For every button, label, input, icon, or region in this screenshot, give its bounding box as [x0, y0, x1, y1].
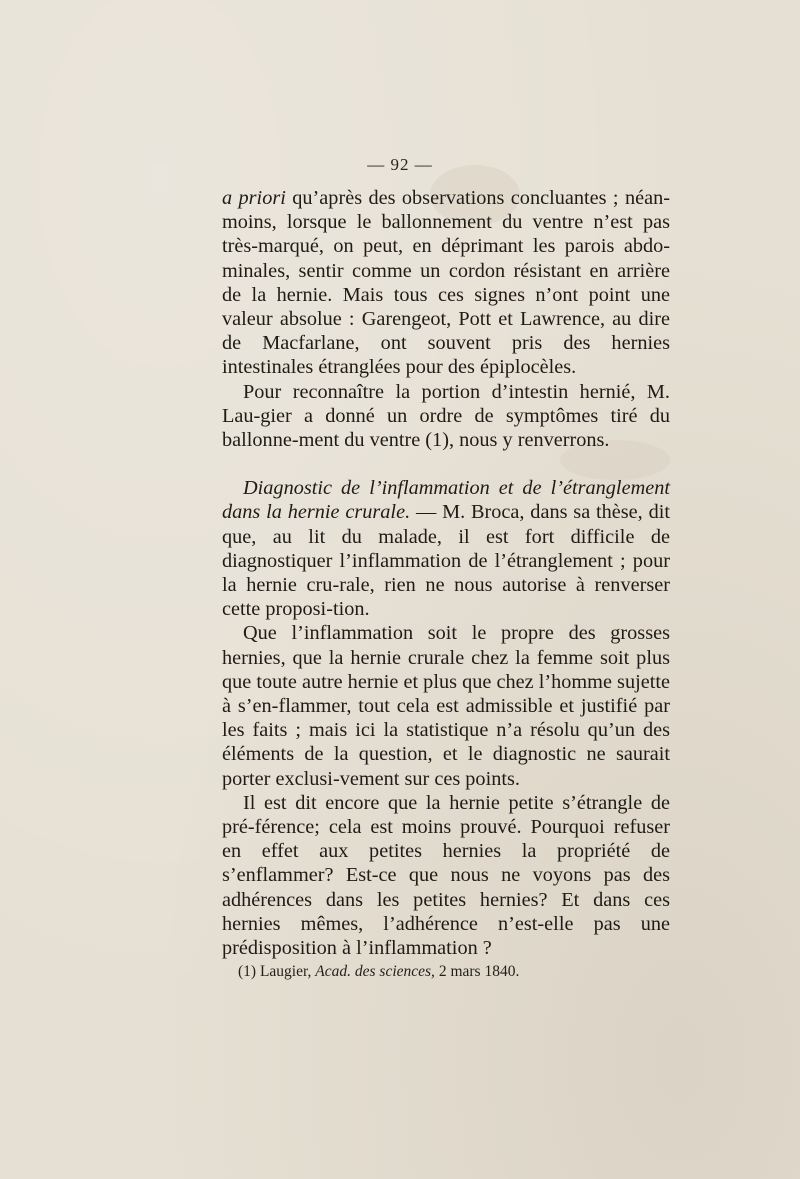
body-text [222, 186, 670, 960]
body-text-run: qu’après des observations concluantes ; néan-moins, lorsque le ballonnement du ventre n’est pas très-marqué, on peut, en déprimant les parois abdo-minales, sentir comme un cordon résistant en arrière de la hernie. Mais tous ces signes n’ont point une valeur absolue : Garengeot, Pott et Lawrence, au dire de Macfarlane, ont souvent pris des hernies intestinales étranglées pour des épiplocèles. [222, 187, 670, 379]
footnote-date: 2 mars 1840. [434, 963, 520, 980]
body-text-run: Il est dit encore que la hernie petite s’étrangle de pré-férence; cela est moins prouvé. Pourquoi refuser en effet aux petites hernies la propriété de s’enflammer? Est-ce que nous ne voyons pas des adhérences dans les petites hernies? Et dans ces hernies mêmes, l’adhérence n’est-elle pas une prédisposition à l’inflammation ? [222, 791, 670, 960]
paragraph-p1 [222, 186, 670, 380]
footnote-source: Acad. des sciences, [315, 963, 435, 980]
paragraph-p3 [222, 476, 670, 621]
footnote-marker: (1) [238, 963, 257, 980]
footnote [238, 962, 678, 982]
paragraph-p2 [222, 380, 670, 453]
body-text-run: Pour reconnaître la portion d’intestin hernié, M. Lau-gier a donné un ordre de symptômes tiré du ballonne-ment du ventre (1), nous y renverrons. [222, 380, 670, 452]
body-text-run: Que l’inflammation soit le propre des grosses hernies, que la hernie crurale chez la femme soit plus que toute autre hernie et plus que chez l’homme sujette à s’en-flammer, tout cela est admissible et justifié par les faits ; mais ici la statistique n’a résolu qu’un des éléments de la question, et le diagnostic ne saurait porter exclusi-vement sur ces points. [222, 622, 670, 790]
body-text-run: — M. Broca, dans sa thèse, dit que, au lit du malade, il est fort difficile de diagnostiquer l’inflammation de l’étranglement ; pour la hernie cru-rale, rien ne nous autorise à renverser cette proposi-tion. [222, 501, 670, 621]
paragraph-p4 [222, 621, 670, 790]
italic-text: a priori [222, 187, 286, 209]
paragraph-p5 [222, 791, 670, 960]
footnote-author: Laugier, [256, 963, 316, 980]
section-spacer [222, 452, 670, 476]
page-number: — 92 — [367, 155, 433, 174]
italic-text: Diagnostic de l’inflammation et de l’étranglement dans la hernie crurale. [222, 477, 670, 524]
